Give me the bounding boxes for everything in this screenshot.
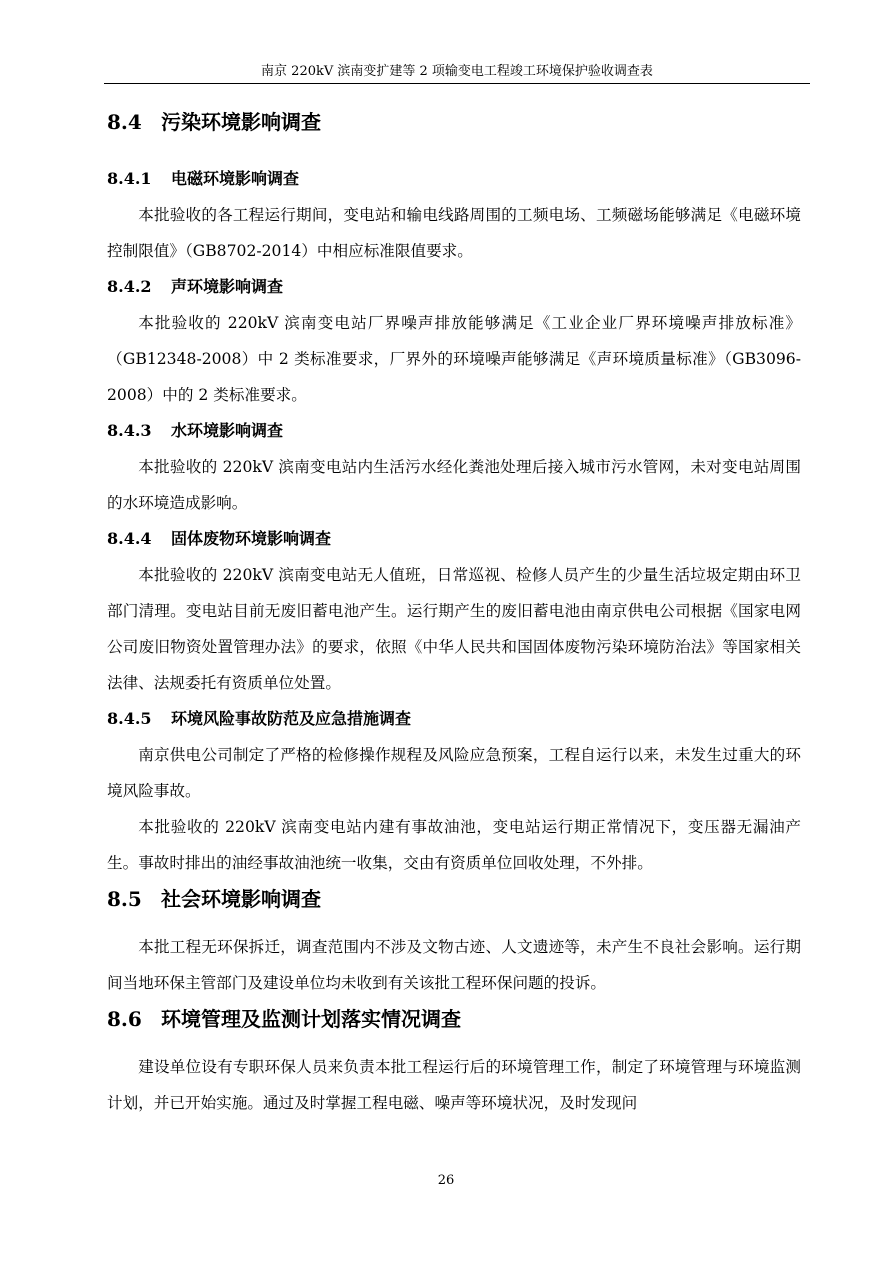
section-title: 声环境影响调查 xyxy=(171,277,284,296)
section-title: 环境管理及监测计划落实情况调查 xyxy=(161,1007,461,1031)
section-8-4-4-heading xyxy=(107,521,801,557)
paragraph: 建设单位设有专职环保人员来负责本批工程运行后的环境管理工作，制定了环境管理与环境监测计划，并已开始实施。通过及时掌握工程电磁、噪声等环境状况，及时发现问 xyxy=(107,1058,801,1112)
paragraph: 本批验收的 220kV 滨南变电站无人值班，日常巡视、检修人员产生的少量生活垃圾定期由环卫部门清理。变电站目前无废旧蓄电池产生。运行期产生的废旧蓄电池由南京供电公司根据《国家电网公司废旧物资处置管理办法》的要求，依照《中华人民共和国固体废物污染环境防治法》等国家相关法律、法规委托有资质单位处置。 xyxy=(107,566,801,692)
paragraph: 本批工程无环保拆迁，调查范围内不涉及文物古迹、人文遗迹等，未产生不良社会影响。运行期间当地环保主管部门及建设单位均未收到有关该批工程环保问题的投诉。 xyxy=(107,938,801,992)
paragraph: 南京供电公司制定了严格的检修操作规程及风险应急预案，工程自运行以来，未发生过重大的环境风险事故。 xyxy=(107,746,801,800)
running-header: 南京 220kV 滨南变扩建等 2 项输变电工程竣工环境保护验收调查表 xyxy=(261,64,653,79)
section-title: 环境风险事故防范及应急措施调查 xyxy=(171,709,412,728)
section-number: 8.6 xyxy=(107,1007,142,1031)
section-number: 8.4.1 xyxy=(107,169,152,188)
section-title: 社会环境影响调查 xyxy=(161,887,321,911)
section-8-4-5-heading xyxy=(107,701,801,737)
page-body xyxy=(107,104,801,1121)
section-number: 8.4.2 xyxy=(107,277,152,296)
section-8-6-heading xyxy=(107,1001,801,1037)
section-8-5-heading xyxy=(107,881,801,917)
section-title: 污染环境影响调查 xyxy=(161,110,321,134)
section-number: 8.4.4 xyxy=(107,529,152,548)
section-title: 水环境影响调查 xyxy=(171,421,284,440)
section-number: 8.4.5 xyxy=(107,709,152,728)
section-8-4-heading xyxy=(107,104,801,140)
paragraph: 本批验收的 220kV 滨南变电站内建有事故油池，变电站运行期正常情况下，变压器无漏油产生。事故时排出的油经事故油池统一收集，交由有资质单位回收处理，不外排。 xyxy=(107,818,801,872)
section-number: 8.4 xyxy=(107,110,142,134)
section-title: 固体废物环境影响调查 xyxy=(171,529,332,548)
section-number: 8.5 xyxy=(107,887,142,911)
paragraph: 本批验收的 220kV 滨南变电站内生活污水经化粪池处理后接入城市污水管网，未对变电站周围的水环境造成影响。 xyxy=(107,458,801,512)
section-8-4-2-heading xyxy=(107,269,801,305)
header-rule xyxy=(104,83,810,84)
section-8-4-1-heading xyxy=(107,161,801,197)
section-number: 8.4.3 xyxy=(107,421,152,440)
section-8-4-3-heading xyxy=(107,413,801,449)
page-number: 26 xyxy=(437,1173,455,1188)
paragraph: 本批验收的 220kV 滨南变电站厂界噪声排放能够满足《工业企业厂界环境噪声排放标准》（GB12348-2008）中 2 类标准要求，厂界外的环境噪声能够满足《声环境质量标准》（GB3096-2008）中的 2 类标准要求。 xyxy=(107,314,801,404)
section-title: 电磁环境影响调查 xyxy=(171,169,300,188)
paragraph: 本批验收的各工程运行期间，变电站和输电线路周围的工频电场、工频磁场能够满足《电磁环境控制限值》（GB8702-2014）中相应标准限值要求。 xyxy=(107,206,801,260)
